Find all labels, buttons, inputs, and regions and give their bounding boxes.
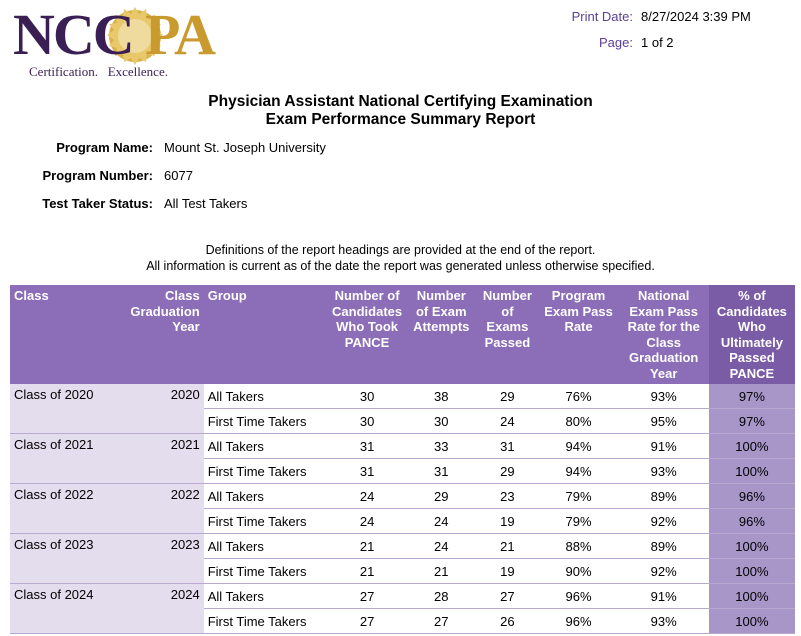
took-cell: 30 xyxy=(328,384,406,409)
took-cell: 27 xyxy=(328,609,406,634)
passed-cell: 21 xyxy=(476,534,538,559)
table-row xyxy=(10,434,795,459)
ultimate-cell: 100% xyxy=(709,534,795,559)
passed-cell: 19 xyxy=(476,509,538,534)
header-exam-attempts: Number of Exam Attempts xyxy=(406,285,476,384)
header-program-pass-rate: Program Exam Pass Rate xyxy=(538,285,618,384)
class-name: Class of 2023 xyxy=(10,534,126,584)
passed-cell: 26 xyxy=(476,609,538,634)
group-cell: First Time Takers xyxy=(204,509,328,534)
report-title xyxy=(0,93,801,129)
took-cell: 31 xyxy=(328,459,406,484)
class-name: Class of 2020 xyxy=(10,384,126,434)
passed-cell: 29 xyxy=(476,384,538,409)
passed-cell: 23 xyxy=(476,484,538,509)
test-taker-status-value: All Test Takers xyxy=(164,196,248,211)
report-notes xyxy=(0,242,801,274)
attempts-cell: 30 xyxy=(406,409,476,434)
program-rate-cell: 88% xyxy=(538,534,618,559)
passed-cell: 29 xyxy=(476,459,538,484)
ultimate-cell: 100% xyxy=(709,559,795,584)
header-ultimately-passed: % of Candidates Who Ultimately Passed PANCE xyxy=(709,285,795,384)
graduation-year: 2021 xyxy=(126,434,203,484)
took-cell: 24 xyxy=(328,484,406,509)
program-rate-cell: 80% xyxy=(538,409,618,434)
report-title-line2: Exam Performance Summary Report xyxy=(265,111,536,128)
table-row xyxy=(10,384,795,409)
took-cell: 30 xyxy=(328,409,406,434)
program-rate-cell: 96% xyxy=(538,584,618,609)
attempts-cell: 38 xyxy=(406,384,476,409)
report-title-line1: Physician Assistant National Certifying Examination xyxy=(208,93,593,110)
ultimate-cell: 100% xyxy=(709,609,795,634)
header-class: Class xyxy=(10,285,126,384)
took-cell: 21 xyxy=(328,534,406,559)
program-rate-cell: 79% xyxy=(538,509,618,534)
attempts-cell: 29 xyxy=(406,484,476,509)
took-cell: 31 xyxy=(328,434,406,459)
took-cell: 21 xyxy=(328,559,406,584)
attempts-cell: 31 xyxy=(406,459,476,484)
group-cell: First Time Takers xyxy=(204,559,328,584)
group-cell: First Time Takers xyxy=(204,609,328,634)
logo-word-ncc: NCC xyxy=(13,2,133,67)
class-name: Class of 2021 xyxy=(10,434,126,484)
program-info xyxy=(0,140,326,224)
page-value: 1 of 2 xyxy=(641,35,674,50)
header-candidates-took: Number of Candidates Who Took PANCE xyxy=(328,285,406,384)
program-rate-cell: 94% xyxy=(538,434,618,459)
took-cell: 24 xyxy=(328,509,406,534)
ultimate-cell: 100% xyxy=(709,434,795,459)
program-rate-cell: 94% xyxy=(538,459,618,484)
page-label: Page: xyxy=(599,35,633,50)
group-cell: First Time Takers xyxy=(204,409,328,434)
attempts-cell: 28 xyxy=(406,584,476,609)
test-taker-status-label: Test Taker Status: xyxy=(42,196,153,211)
graduation-year: 2024 xyxy=(126,584,203,634)
print-date-label: Print Date: xyxy=(571,9,633,24)
header-graduation-year: Class Graduation Year xyxy=(126,285,203,384)
print-info xyxy=(572,9,761,61)
ultimate-cell: 96% xyxy=(709,509,795,534)
graduation-year: 2020 xyxy=(126,384,203,434)
national-rate-cell: 92% xyxy=(619,559,709,584)
logo-tagline: Certification. Excellence. xyxy=(29,64,168,79)
program-rate-cell: 79% xyxy=(538,484,618,509)
table-row xyxy=(10,484,795,509)
national-rate-cell: 92% xyxy=(619,509,709,534)
ultimate-cell: 100% xyxy=(709,584,795,609)
group-cell: All Takers xyxy=(204,434,328,459)
took-cell: 27 xyxy=(328,584,406,609)
class-name: Class of 2022 xyxy=(10,484,126,534)
ultimate-cell: 96% xyxy=(709,484,795,509)
passed-cell: 24 xyxy=(476,409,538,434)
header-national-pass-rate: National Exam Pass Rate for the Class Graduation Year xyxy=(619,285,709,384)
program-rate-cell: 96% xyxy=(538,609,618,634)
national-rate-cell: 95% xyxy=(619,409,709,434)
class-name: Class of 2024 xyxy=(10,584,126,634)
national-rate-cell: 93% xyxy=(619,384,709,409)
program-number-label: Program Number: xyxy=(42,168,153,183)
notes-line2: All information is current as of the date the report was generated unless otherwise specified. xyxy=(146,259,655,273)
national-rate-cell: 93% xyxy=(619,459,709,484)
national-rate-cell: 89% xyxy=(619,534,709,559)
performance-table xyxy=(10,285,795,634)
ultimate-cell: 100% xyxy=(709,459,795,484)
ultimate-cell: 97% xyxy=(709,409,795,434)
passed-cell: 27 xyxy=(476,584,538,609)
program-name-value: Mount St. Joseph University xyxy=(164,140,326,155)
passed-cell: 31 xyxy=(476,434,538,459)
attempts-cell: 33 xyxy=(406,434,476,459)
group-cell: All Takers xyxy=(204,534,328,559)
national-rate-cell: 91% xyxy=(619,434,709,459)
ultimate-cell: 97% xyxy=(709,384,795,409)
attempts-cell: 21 xyxy=(406,559,476,584)
national-rate-cell: 93% xyxy=(619,609,709,634)
program-number-value: 6077 xyxy=(164,168,193,183)
header-exams-passed: Number of Exams Passed xyxy=(476,285,538,384)
notes-line1: Definitions of the report headings are provided at the end of the report. xyxy=(205,243,596,257)
program-rate-cell: 90% xyxy=(538,559,618,584)
group-cell: All Takers xyxy=(204,384,328,409)
graduation-year: 2022 xyxy=(126,484,203,534)
attempts-cell: 24 xyxy=(406,534,476,559)
table-header-row xyxy=(10,285,795,384)
table-row xyxy=(10,584,795,609)
attempts-cell: 24 xyxy=(406,509,476,534)
group-cell: First Time Takers xyxy=(204,459,328,484)
national-rate-cell: 91% xyxy=(619,584,709,609)
table-row xyxy=(10,534,795,559)
attempts-cell: 27 xyxy=(406,609,476,634)
national-rate-cell: 89% xyxy=(619,484,709,509)
logo-word-pa: PA xyxy=(145,2,215,67)
passed-cell: 19 xyxy=(476,559,538,584)
program-name-label: Program Name: xyxy=(56,140,153,155)
nccpa-logo xyxy=(13,4,228,80)
group-cell: All Takers xyxy=(204,584,328,609)
print-date-value: 8/27/2024 3:39 PM xyxy=(641,9,751,24)
header-group: Group xyxy=(204,285,328,384)
graduation-year: 2023 xyxy=(126,534,203,584)
program-rate-cell: 76% xyxy=(538,384,618,409)
group-cell: All Takers xyxy=(204,484,328,509)
